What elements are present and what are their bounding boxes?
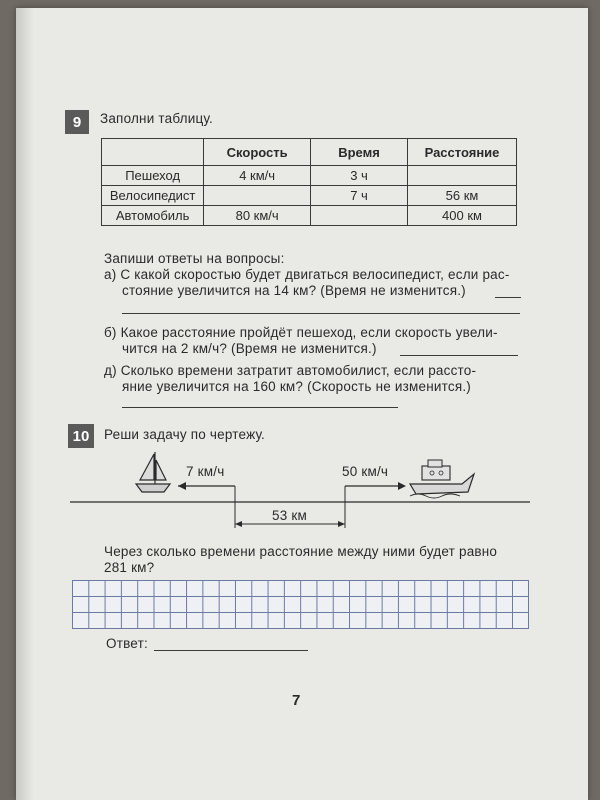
table-cell: 4 км/ч	[204, 166, 311, 186]
table-header-distance: Расстояние	[407, 139, 516, 166]
table-cell: 3 ч	[311, 166, 408, 186]
table-cell: 7 ч	[311, 186, 408, 206]
table-row	[102, 206, 517, 226]
table-header-empty	[102, 139, 204, 166]
table-header-time: Время	[311, 139, 408, 166]
sailboat-icon	[136, 452, 170, 492]
question-d-line1: д) Сколько времени затратит автомобилист, если рассто-	[104, 363, 477, 378]
table-cell: Пешеход	[102, 166, 204, 186]
question-d-line2: яние увеличится на 160 км? (Скорость не изменится.)	[122, 379, 471, 394]
distance-label: 53 км	[272, 508, 307, 523]
left-arrow-head-icon	[178, 482, 186, 490]
questions-title: Запиши ответы на вопросы:	[104, 251, 285, 266]
table-cell-blank[interactable]	[407, 166, 516, 186]
table-cell: 56 км	[407, 186, 516, 206]
answer-line-a[interactable]	[122, 313, 520, 314]
table-cell: Велосипедист	[102, 186, 204, 206]
table-cell: Автомобиль	[102, 206, 204, 226]
right-speed-label: 50 км/ч	[342, 464, 389, 479]
task-9-number: 9	[65, 110, 89, 134]
task-10-question-line2: 281 км?	[104, 560, 155, 575]
answer-line[interactable]	[154, 650, 308, 651]
question-a-line1: а) С какой скоростью будет двигаться велосипедист, если рас-	[104, 267, 510, 282]
page-fold-shade	[16, 8, 34, 800]
task-9-instruction: Заполни таблицу.	[100, 111, 213, 126]
table-cell: 400 км	[407, 206, 516, 226]
task-10-instruction: Реши задачу по чертежу.	[104, 427, 266, 442]
table-header-row	[102, 139, 517, 166]
answer-line-a-end[interactable]	[495, 297, 521, 298]
task-10-number: 10	[68, 424, 94, 448]
table-cell-blank[interactable]	[311, 206, 408, 226]
distance-arrow-left-icon	[235, 521, 242, 527]
left-speed-label: 7 км/ч	[186, 464, 225, 479]
table-row	[102, 166, 517, 186]
speed-table	[101, 138, 517, 226]
table-row	[102, 186, 517, 206]
question-b-line2: чится на 2 км/ч? (Время не изменится.)	[122, 341, 377, 356]
distance-arrow-right-icon	[338, 521, 345, 527]
right-arrow-head-icon	[398, 482, 406, 490]
table-header-speed: Скорость	[204, 139, 311, 166]
answer-grid[interactable]	[72, 580, 529, 629]
motorboat-icon	[410, 460, 474, 498]
answer-line-b[interactable]	[400, 355, 518, 356]
table-cell: 80 км/ч	[204, 206, 311, 226]
answer-line-d[interactable]	[122, 407, 398, 408]
question-b-line1: б) Какое расстояние пройдёт пешеход, если скорость увели-	[104, 325, 498, 340]
answer-label: Ответ:	[106, 636, 148, 651]
page-number: 7	[292, 692, 301, 709]
question-a-line2: стояние увеличится на 14 км? (Время не изменится.)	[122, 283, 466, 298]
table-cell-blank[interactable]	[204, 186, 311, 206]
task-10-question-line1: Через сколько времени расстояние между ними будет равно	[104, 544, 498, 559]
workbook-page	[16, 8, 588, 800]
